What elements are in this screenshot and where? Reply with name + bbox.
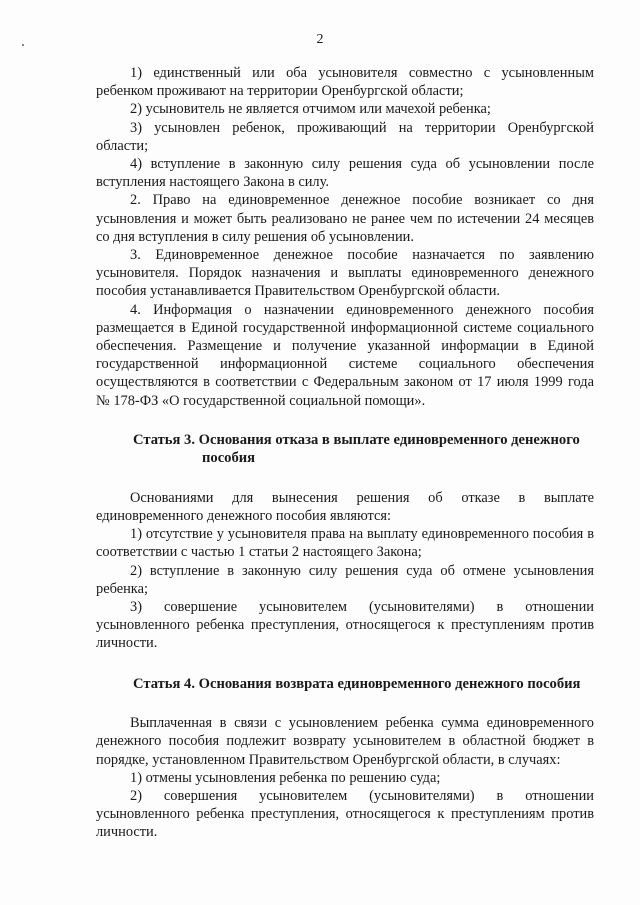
article-4-item-1: 1) отмены усыновления ребенка по решению суда; bbox=[130, 769, 441, 786]
article-3-intro: Основаниями для вынесения решения об отказе в выплате единовременного денежного пособия являются: bbox=[96, 489, 594, 525]
paragraph-condition-4: 4) вступление в законную силу решения суда об усыновлении после вступления настоящего Закона в силу. bbox=[96, 156, 594, 191]
paragraph-condition-2: 2) усыновитель не является отчимом или мачехой ребенка; bbox=[130, 101, 491, 118]
article-4-item-2: 2) совершения усыновителем (усыновителями) в отношении усыновленного ребенка преступления, относящегося к преступлениям против личности. bbox=[96, 788, 594, 841]
paragraph-condition-3: 3) усыновлен ребенок, проживающий на территории Оренбургской области; bbox=[96, 119, 594, 154]
article-4-heading: Статья 4. Основания возврата единовременного денежного пособия bbox=[133, 675, 581, 692]
article-3-item-3: 3) совершение усыновителем (усыновителями) в отношении усыновленного ребенка преступления, относящегося к преступлениям против личности. bbox=[96, 599, 594, 652]
document-body bbox=[96, 64, 594, 842]
article-3-heading-line2: пособия bbox=[202, 450, 256, 467]
paragraph-part-4: 4. Информация о назначении единовременного денежного пособия размещается в Единой государственной информационной системе социального обеспечения. Размещение и получение указанной информации в Единой государственной информационной системе социального обеспечения осуществляются в соответствии с Федеральным законом от 17 июля 1999 года № 178-ФЗ «О государственной социальной помощи». bbox=[96, 301, 594, 409]
article-3-item-2: 2) вступление в законную силу решения суда об отмене усыновления ребенка; bbox=[96, 562, 594, 597]
article-4-intro: Выплаченная в связи с усыновлением ребенка сумма единовременного денежного пособия подлежит возврату усыновителем в областной бюджет в порядке, установленном Правительством Оренбургской области, в случаях: bbox=[96, 715, 594, 768]
article-3-item-1: 1) отсутствие у усыновителя права на выплату единовременного пособия в соответствии с частью 1 статьи 2 настоящего Закона; bbox=[96, 526, 594, 561]
page-number: 2 bbox=[316, 32, 324, 47]
article-3-heading bbox=[96, 431, 594, 468]
paragraph-part-2: 2. Право на единовременное денежное пособие возникает со дня усыновления и может быть реализовано не ранее чем по истечении 24 месяцев со дня вступления в силу решения об усыновлении. bbox=[96, 192, 594, 245]
article-3-heading-line1: Статья 3. Основания отказа в выплате единовременного денежного bbox=[133, 431, 580, 448]
paragraph-condition-1: 1) единственный или оба усыновителя совместно с усыновленным ребенком проживают на территории Оренбургской области; bbox=[96, 65, 594, 100]
paragraph-part-3: 3. Единовременное денежное пособие назначается по заявлению усыновителя. Порядок назначения и выплаты единовременного денежного пособия устанавливается Правительством Оренбургской области. bbox=[96, 247, 594, 300]
